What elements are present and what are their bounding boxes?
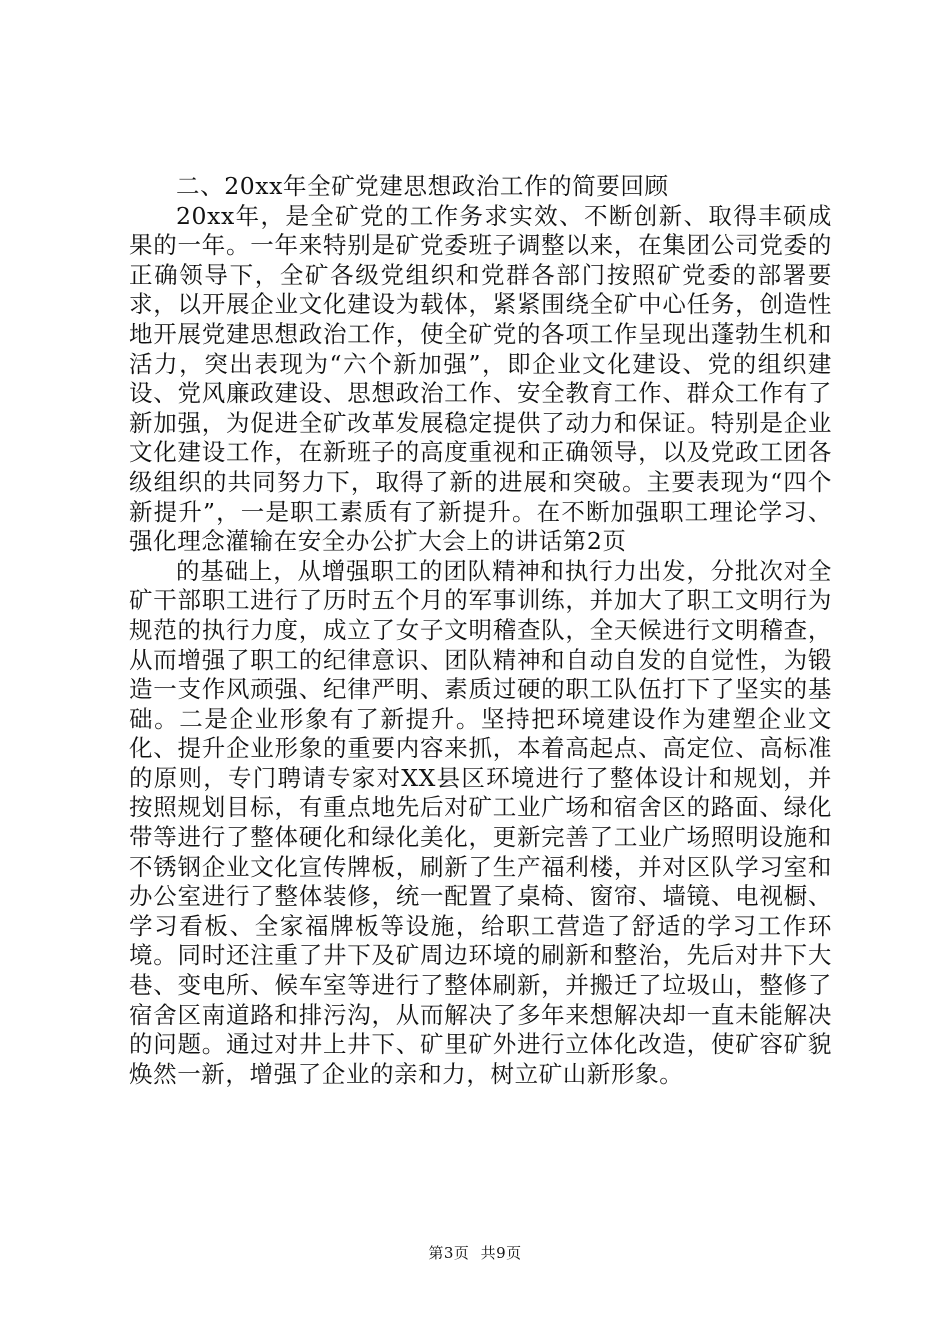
section-heading: 二、20xx年全矿党建思想政治工作的简要回顾: [176, 172, 669, 200]
page-total: 共9页: [480, 1244, 522, 1262]
body-paragraph: 的基础上，从增强职工的团队精神和执行力出发，分批次对全矿干部职工进行了历时五个月的军事训练，并加大了职工文明行为规范的执行力度，成立了女子文明稽查队，全天候进行文明稽查，从而增强了职工的纪律意识、团队精神和自动自发的自觉性，为锻造一支作风顽强、纪律严明、素质过硬的职工队伍打下了坚实的基础。二是企业形象有了新提升。坚持把环境建设作为建塑企业文化、提升企业形象的重要内容来抓，本着高起点、高定位、高标准的原则，专门聘请专家对XX县区环境进行了整体设计和规划，并按照规划目标，有重点地先后对矿工业广场和宿舍区的路面、绿化带等进行了整体硬化和绿化美化，更新完善了工业广场照明设施和不锈钢企业文化宣传牌板，刷新了生产福利楼，并对区队学习室和办公室进行了整体装修，统一配置了桌椅、窗帘、墙镜、电视橱、学习看板、全家福牌板等设施，给职工营造了舒适的学习工作环境。同时还注重了井下及矿周边环境的刷新和整治，先后对井下大巷、变电所、候车室等进行了整体刷新，并搬迁了垃圾山，整修了宿舍区南道路和排污沟，从而解决了多年来想解决却一直未能解决的问题。通过对井上井下、矿里矿外进行立体化改造，使矿容矿貌焕然一新，增强了企业的亲和力，树立矿山新形象。: [129, 556, 832, 1088]
page-footer: [0, 1243, 950, 1263]
body-paragraph: 20xx年，是全矿党的工作务求实效、不断创新、取得丰硕成果的一年。一年来特别是矿党委班子调整以来，在集团公司党委的正确领导下，全矿各级党组织和党群各部门按照矿党委的部署要求，以开展企业文化建设为载体，紧紧围绕全矿中心任务，创造性地开展党建思想政治工作，使全矿党的各项工作呈现出蓬勃生机和活力，突出表现为“六个新加强”，即企业文化建设、党的组织建设、党风廉政建设、思想政治工作、安全教育工作、群众工作有了新加强，为促进全矿改革发展稳定提供了动力和保证。特别是企业文化建设工作，在新班子的高度重视和正确领导，以及党政工团各级组织的共同努力下，取得了新的进展和突破。主要表现为“四个新提升”，一是职工素质有了新提升。在不断加强职工理论学习、强化理念灌输在安全办公扩大会上的讲话第2页: [129, 201, 832, 556]
document-body: [129, 172, 832, 1089]
page-number: 第3页: [428, 1244, 470, 1262]
